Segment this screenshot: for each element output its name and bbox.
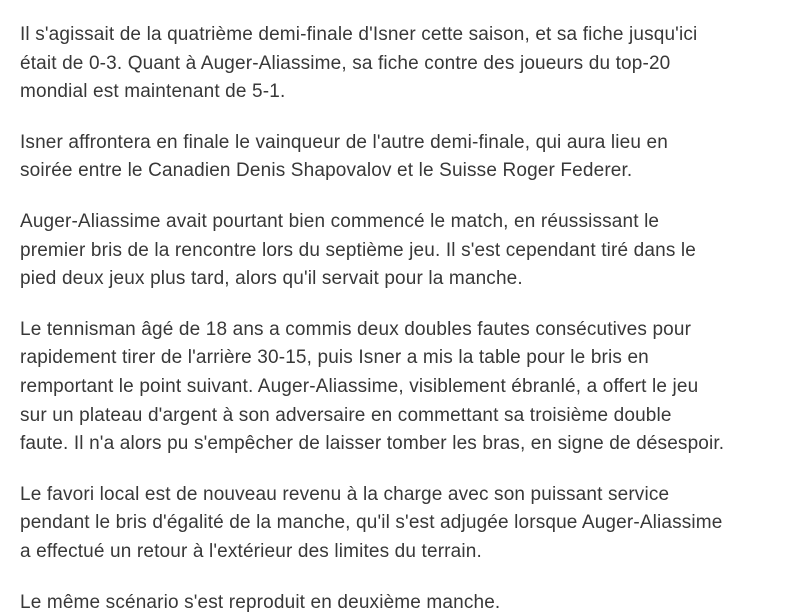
paragraph-3 — [20, 208, 777, 294]
text-line: rapidement tirer de l'arrière 30-15, puis Isner a mis la table pour le bris en — [20, 347, 649, 369]
text-line: Il s'agissait de la quatrième demi-finale d'Isner cette saison, et sa fiche jusqu'ici — [20, 24, 698, 45]
paragraph-6 — [20, 589, 777, 616]
text-line: Isner affrontera en finale le vainqueur de l'autre demi-finale, qui aura lieu en — [20, 131, 668, 153]
text-line: pied deux jeux plus tard, alors qu'il servait pour la manche. — [20, 268, 523, 290]
text-line: pendant le bris d'égalité de la manche, qu'il s'est adjugée lorsque Auger-Aliassime — [20, 512, 723, 534]
text-line: Le favori local est de nouveau revenu à la charge avec son puissant service — [20, 483, 670, 505]
paragraph-2 — [20, 129, 777, 186]
text-line: était de 0-3. Quant à Auger-Aliassime, sa fiche contre des joueurs du top-20 — [20, 52, 671, 74]
paragraph-5 — [20, 481, 777, 567]
text-line: soirée entre le Canadien Denis Shapovalov et le Suisse Roger Federer. — [20, 160, 633, 182]
text-line: Auger-Aliassime avait pourtant bien commencé le match, en réussissant le — [20, 210, 660, 232]
paragraph-4 — [20, 316, 777, 459]
text-line: mondial est maintenant de 5-1. — [20, 81, 286, 103]
text-line: a effectué un retour à l'extérieur des limites du terrain. — [20, 540, 482, 562]
paragraph-1 — [20, 21, 777, 107]
text-line: faute. Il n'a alors pu s'empêcher de laisser tomber les bras, en signe de désespoir. — [20, 433, 725, 455]
text-line: premier bris de la rencontre lors du septième jeu. Il s'est cependant tiré dans le — [20, 239, 696, 261]
text-line: sur un plateau d'argent à son adversaire en commettant sa troisième double — [20, 404, 672, 426]
text-line: remportant le point suivant. Auger-Aliassime, visiblement ébranlé, a offert le jeu — [20, 375, 699, 397]
text-line: Le même scénario s'est reproduit en deuxième manche. — [20, 591, 501, 613]
text-line: Le tennisman âgé de 18 ans a commis deux doubles fautes consécutives pour — [20, 318, 692, 340]
